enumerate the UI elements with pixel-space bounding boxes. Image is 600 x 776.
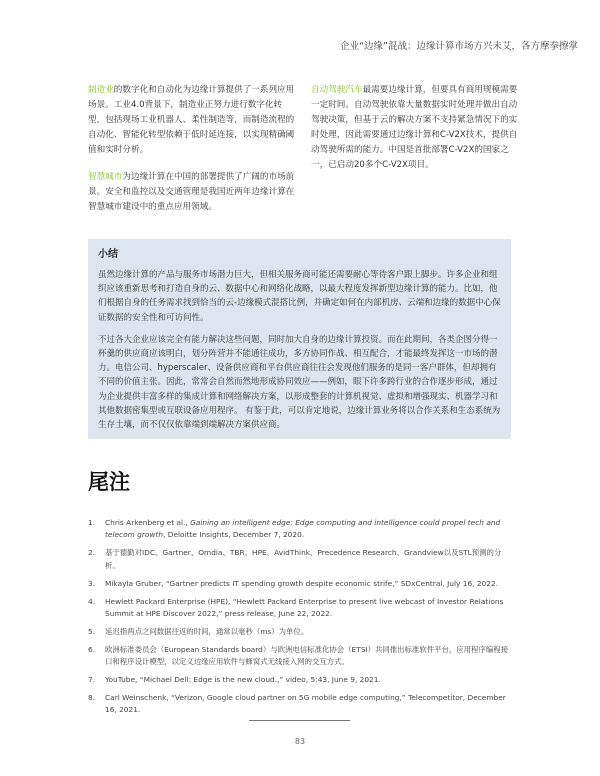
paragraph-text: 为边缘计算在中国的部署提供了广阔的市场前景。安全和监控以及交通管理是我国近两年边缘计算在智慧城市建设中的重点应用领域。: [88, 172, 295, 212]
page-number: 83: [294, 737, 306, 746]
endnote-number: 2.: [88, 548, 96, 558]
endnote-number: 7.: [88, 675, 96, 685]
endnotes-title: 尾注: [88, 470, 130, 494]
endnote-number: 4.: [88, 596, 96, 606]
endnote-text: [105, 578, 514, 590]
endnote-item: [88, 692, 514, 717]
endnotes-list: [88, 517, 514, 722]
endnote-text-part: Chris Arkenberg et al.,: [105, 518, 191, 527]
running-header: 企业“边缘”混战：边缘计算市场方兴未艾，各方摩拳擦掌: [340, 41, 578, 52]
endnote-text: [105, 517, 514, 542]
endnote-text-part: 延迟指两点之间数据往返的时间，通常以毫秒（ms）为单位。: [105, 626, 309, 636]
endnote-text-part: 基于德勤对IDC、Gartner、Omdia、TBR、HPE、AvidThink、Precedence Research、Grandview以及STL预测的分析。: [105, 548, 502, 570]
endnote-text: [105, 626, 514, 638]
paragraph-manufacturing: [88, 83, 295, 158]
endnote-text-part: Mikayla Gruber, “Gartner predicts IT spending growth despite economic strife,” SDxCentral, July 16, 2022.: [105, 578, 498, 588]
endnote-item: [88, 644, 514, 669]
summary-paragraph: 虽然边缘计算的产品与服务市场潜力巨大，但相关服务商可能还需要耐心等待客户跟上脚步。许多企业和组织应该重新思考和打造自身的云、数据中心和网络化战略，以最大程度发挥新型边缘计算的能力。比如，他们根据自身的任务需求找到恰当的云-边缘模式混搭比例，并确定如何在内部机房、云端和边缘的数据中心保证数据的安全性和可访问性。: [98, 270, 501, 323]
endnote-text: [105, 547, 514, 572]
endnote-item: [88, 626, 514, 638]
lead-term: 自动驾驶汽车: [311, 85, 363, 95]
endnote-item: [88, 596, 514, 621]
endnote-item: [88, 517, 514, 542]
endnote-text-part: , Deloitte Insights, December 7, 2020.: [163, 530, 305, 540]
endnote-number: 6.: [88, 644, 96, 654]
paragraph-autonomous-driving: [311, 83, 518, 173]
endnote-item: [88, 578, 514, 590]
lead-term: 制造业: [88, 85, 114, 95]
lead-term: 智慧城市: [88, 172, 123, 182]
summary-title: 小结: [98, 249, 118, 260]
endnote-text-part: Hewlett Packard Enterprise (HPE), “Hewlett Packard Enterprise to present live webcast of Investor Relations Summit at HPE Discover 2022,” press release, June 22, 2022.: [105, 596, 504, 618]
summary-box: [88, 239, 511, 439]
endnote-number: 3.: [88, 578, 96, 588]
endnote-text-part: YouTube, “Michael Dell: Edge is the new cloud.,” video, 5:43, June 9, 2021.: [105, 675, 381, 685]
endnote-text-part: Carl Weinschenk, “Verizon, Google cloud partner on 5G mobile edge computing,” Telecompetitor, December 16, 2021.: [105, 692, 506, 715]
paragraph-smart-city: [88, 170, 295, 215]
endnote-number: 5.: [88, 626, 96, 636]
left-column: [88, 83, 295, 227]
endnote-number: 1.: [88, 518, 96, 527]
right-column: [311, 83, 518, 185]
endnote-item: [88, 674, 514, 686]
endnote-number: 8.: [88, 692, 96, 702]
endnote-text: [105, 674, 514, 686]
endnote-italic-title: Gaining an intelligent edge: Edge computing and intelligence could propel tech and telecom growth: [105, 518, 501, 540]
paragraph-text: 最需要边缘计算，但要具有商用规模需要一定时间。自动驾驶依靠大量数据实时处理并做出自动驾驶决策，但基于云的解决方案不支持紧急情况下的实时处理，因此需要通过边缘计算和C-V2X技术，提供自动驾驶所需的能力。中国是首批部署C-V2X的国家之一，已启动20多个C-V2X项目。: [311, 85, 518, 170]
endnote-text: [105, 644, 514, 669]
footer-divider: [249, 720, 350, 721]
paragraph-text: 的数字化和自动化为边缘计算提供了一系列应用场景。工业4.0背景下，制造业正努力进行数字化转型，包括现场工业机器人、柔性制造等，而制造流程的自动化、智能化转型依赖于低时延连接，以实现精确阈值和实时分析。: [88, 85, 295, 155]
endnote-text: [105, 596, 514, 621]
endnote-item: [88, 547, 514, 572]
endnote-text: [105, 692, 514, 717]
endnote-text-part: 欧洲标准委员会（European Standards board）与欧洲电信标准化协会（ETSI）共同推出标准软件平台，应用程序编程接口和程序设计模型，以定义边缘应用软件与蜂窝式无线接入网的交互方式。: [105, 644, 509, 667]
summary-paragraph: 不过各大企业应该完全有能力解决这些问题，同时加大自身的边缘计算投资。而在此期间，各类企图分得一杯羹的供应商应该明白，划分阵营并不能通往成功，多方协同作战、相互配合，才能最终发挥这一市场的潜力。电信公司、hyperscaler、设备供应商和平台供应商往往会发现他们服务的是同一客户群体，但却拥有不同的价值主张。因此，常常会自然而然地形成协同效应——例如，眼下许多跨行业的合作逐步形成，通过为企业提供丰富多样的集成计算和网络解决方案，以形成整套的计算机视觉、虚拟和增强现实、机器学习和其他数据密集型或互联设备应用程序。 有鉴于此，可以肯定地说，边缘计算业务将以合作关系和生态系统为生存土壤，而不仅仅依靠端到端解决方案供应商。: [98, 334, 501, 431]
